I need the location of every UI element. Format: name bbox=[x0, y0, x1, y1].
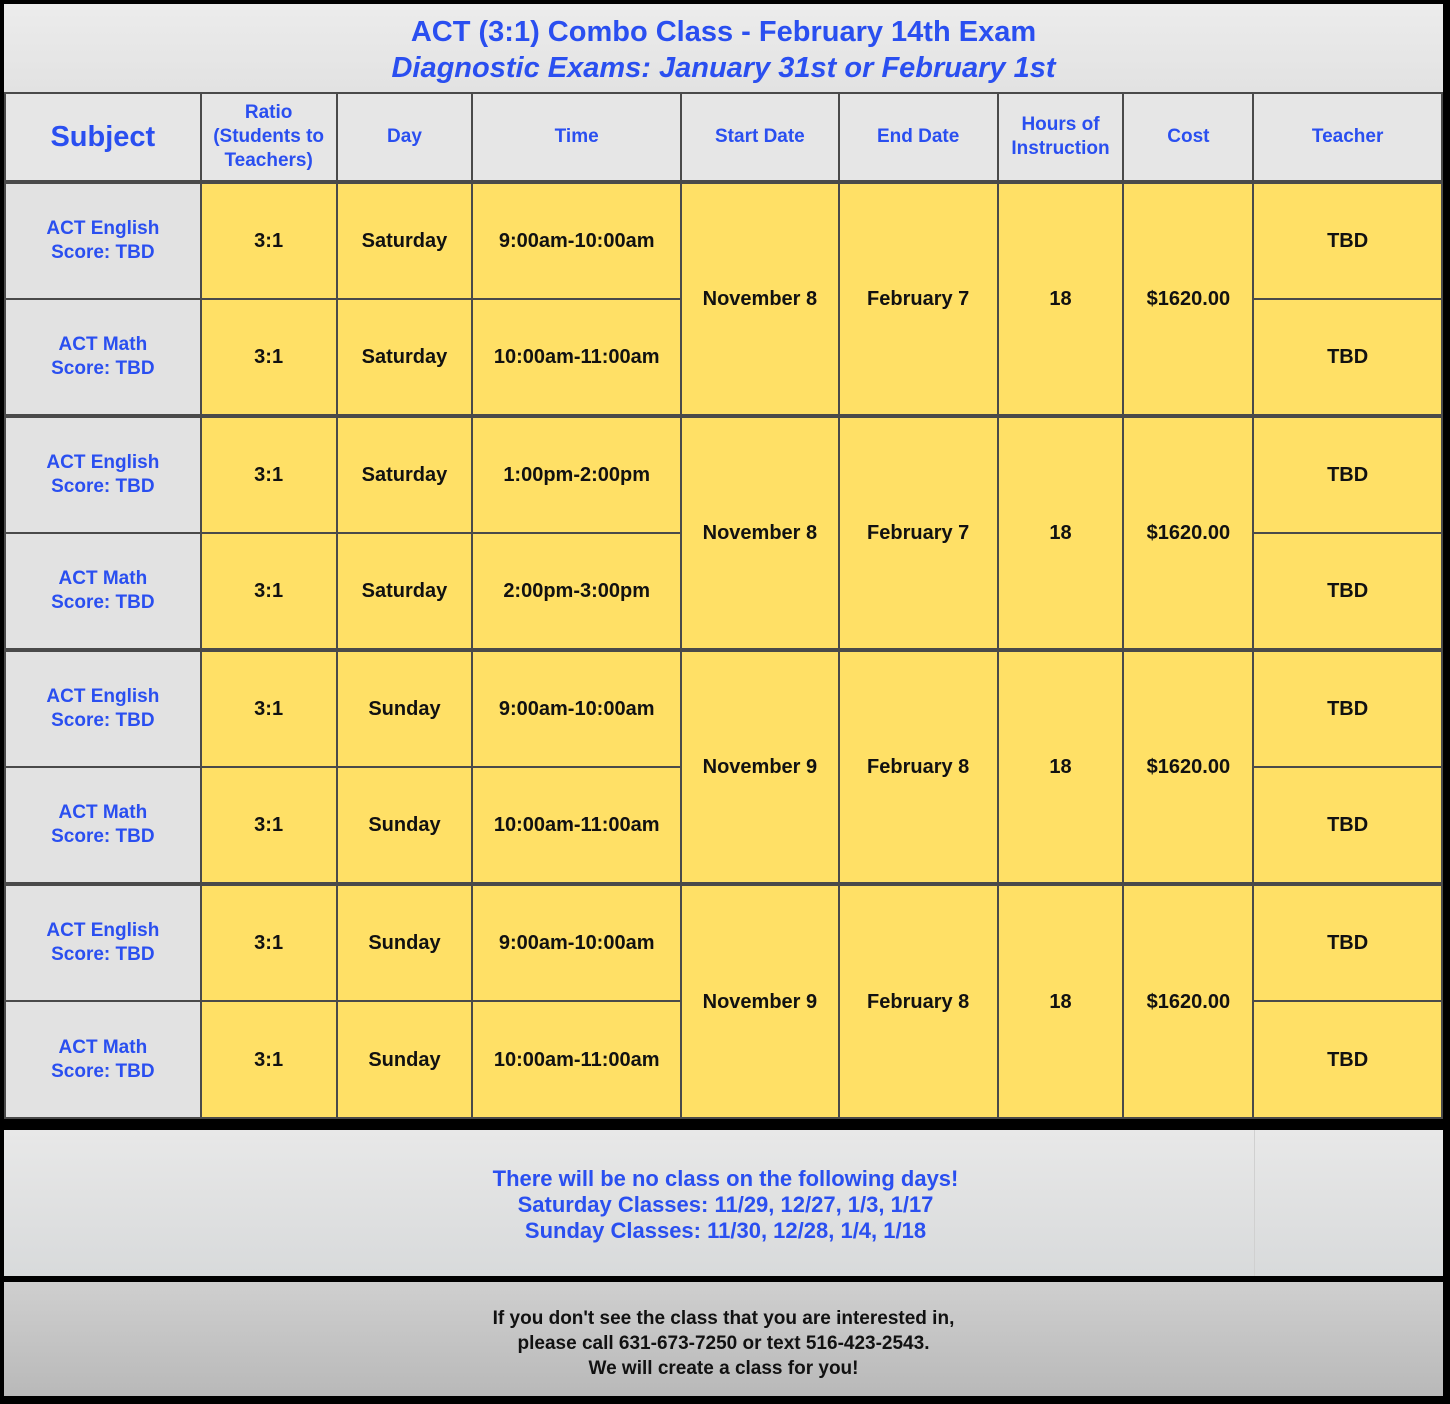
hours-cell: 18 bbox=[998, 182, 1124, 416]
col-header-subject: Subject bbox=[5, 93, 201, 182]
subject-name: ACT Math bbox=[58, 802, 148, 823]
time-cell: 10:00am-11:00am bbox=[472, 299, 681, 416]
ratio-cell: 3:1 bbox=[201, 884, 337, 1001]
start-date-cell: November 9 bbox=[681, 884, 839, 1118]
contact-line: If you don't see the class that you are interested in, bbox=[492, 1308, 955, 1329]
col-header-ratio-line: Ratio bbox=[244, 102, 293, 123]
subject-score: Score: TBD bbox=[51, 1060, 155, 1082]
teacher-cell: TBD bbox=[1253, 1001, 1442, 1118]
class-schedule-table bbox=[4, 92, 1443, 1119]
contact-line: We will create a class for you! bbox=[588, 1358, 859, 1379]
ratio-cell: 3:1 bbox=[201, 650, 337, 767]
day-cell: Saturday bbox=[337, 299, 473, 416]
header-row bbox=[5, 93, 1442, 182]
subject-cell bbox=[5, 1001, 201, 1118]
page-subtitle: Diagnostic Exams: January 31st or February 1st bbox=[391, 52, 1056, 84]
cost-cell: $1620.00 bbox=[1123, 416, 1253, 650]
subject-name: ACT English bbox=[46, 920, 160, 941]
ratio-cell: 3:1 bbox=[201, 533, 337, 650]
subject-score: Score: TBD bbox=[51, 710, 155, 731]
start-date-cell: November 9 bbox=[681, 650, 839, 884]
notice-text bbox=[4, 1166, 1447, 1244]
col-header-day: Day bbox=[337, 93, 473, 182]
subject-cell bbox=[5, 533, 201, 650]
subject-cell bbox=[5, 650, 201, 767]
time-cell: 9:00am-10:00am bbox=[472, 182, 681, 299]
notice-line: There will be no class on the following days! bbox=[492, 1166, 959, 1191]
ratio-cell: 3:1 bbox=[201, 1001, 337, 1118]
col-header-teacher: Teacher bbox=[1253, 93, 1442, 182]
subject-name: ACT English bbox=[46, 218, 160, 239]
subject-name: ACT English bbox=[46, 452, 160, 473]
col-header-start-date: Start Date bbox=[681, 93, 839, 182]
cost-cell: $1620.00 bbox=[1123, 884, 1253, 1118]
teacher-cell: TBD bbox=[1253, 299, 1442, 416]
table-row bbox=[5, 884, 1442, 1001]
time-cell: 9:00am-10:00am bbox=[472, 884, 681, 1001]
subject-cell bbox=[5, 767, 201, 884]
end-date-cell: February 8 bbox=[839, 650, 998, 884]
start-date-cell: November 8 bbox=[681, 182, 839, 416]
subject-cell bbox=[5, 884, 201, 1001]
subject-score: Score: TBD bbox=[51, 358, 155, 379]
time-cell: 9:00am-10:00am bbox=[472, 650, 681, 767]
ratio-cell: 3:1 bbox=[201, 299, 337, 416]
teacher-cell: TBD bbox=[1253, 533, 1442, 650]
subject-name: ACT English bbox=[46, 686, 160, 707]
col-header-hours-line: Instruction bbox=[1011, 138, 1110, 159]
col-header-ratio-line: (Students to bbox=[213, 126, 325, 147]
table-row bbox=[5, 182, 1442, 299]
teacher-cell: TBD bbox=[1253, 416, 1442, 533]
time-cell: 1:00pm-2:00pm bbox=[472, 416, 681, 533]
day-cell: Sunday bbox=[337, 1001, 473, 1118]
end-date-cell: February 7 bbox=[839, 182, 998, 416]
day-cell: Sunday bbox=[337, 650, 473, 767]
teacher-cell: TBD bbox=[1253, 182, 1442, 299]
subject-name: ACT Math bbox=[58, 568, 148, 589]
schedule-header bbox=[4, 4, 1443, 92]
ratio-cell: 3:1 bbox=[201, 767, 337, 884]
col-header-ratio bbox=[201, 93, 337, 182]
cost-cell: $1620.00 bbox=[1123, 182, 1253, 416]
end-date-cell: February 7 bbox=[839, 416, 998, 650]
subject-score: Score: TBD bbox=[51, 592, 155, 613]
col-header-hours bbox=[998, 93, 1124, 182]
teacher-cell: TBD bbox=[1253, 884, 1442, 1001]
schedule-sheet bbox=[4, 4, 1443, 1396]
time-cell: 10:00am-11:00am bbox=[472, 1001, 681, 1118]
subject-score: Score: TBD bbox=[51, 476, 155, 497]
table-row bbox=[5, 416, 1442, 533]
start-date-cell: November 8 bbox=[681, 416, 839, 650]
hours-cell: 18 bbox=[998, 650, 1124, 884]
subject-name: ACT Math bbox=[58, 1036, 148, 1058]
col-header-cost: Cost bbox=[1123, 93, 1253, 182]
notice-line: Saturday Classes: 11/29, 12/27, 1/3, 1/17 bbox=[517, 1192, 934, 1217]
day-cell: Saturday bbox=[337, 182, 473, 299]
subject-cell bbox=[5, 299, 201, 416]
cost-cell: $1620.00 bbox=[1123, 650, 1253, 884]
subject-cell bbox=[5, 182, 201, 299]
col-header-end-date: End Date bbox=[839, 93, 998, 182]
subject-score: Score: TBD bbox=[51, 944, 155, 965]
hours-cell: 18 bbox=[998, 884, 1124, 1118]
day-cell: Sunday bbox=[337, 884, 473, 1001]
day-cell: Saturday bbox=[337, 533, 473, 650]
time-cell: 10:00am-11:00am bbox=[472, 767, 681, 884]
teacher-cell: TBD bbox=[1253, 767, 1442, 884]
time-cell: 2:00pm-3:00pm bbox=[472, 533, 681, 650]
subject-score: Score: TBD bbox=[51, 826, 155, 847]
subject-name: ACT Math bbox=[58, 334, 148, 355]
col-header-ratio-line: Teachers) bbox=[224, 150, 313, 171]
teacher-cell: TBD bbox=[1253, 650, 1442, 767]
contact-footer bbox=[4, 1282, 1443, 1396]
contact-line: please call 631-673-7250 or text 516-423-2543. bbox=[517, 1333, 930, 1354]
day-cell: Saturday bbox=[337, 416, 473, 533]
col-header-time: Time bbox=[472, 93, 681, 182]
subject-score: Score: TBD bbox=[51, 242, 155, 263]
hours-cell: 18 bbox=[998, 416, 1124, 650]
ratio-cell: 3:1 bbox=[201, 182, 337, 299]
subject-cell bbox=[5, 416, 201, 533]
day-cell: Sunday bbox=[337, 767, 473, 884]
contact-text bbox=[4, 1282, 1443, 1381]
ratio-cell: 3:1 bbox=[201, 416, 337, 533]
table-row bbox=[5, 650, 1442, 767]
no-class-notice bbox=[4, 1130, 1443, 1276]
col-header-hours-line: Hours of bbox=[1021, 114, 1100, 135]
end-date-cell: February 8 bbox=[839, 884, 998, 1118]
notice-line: Sunday Classes: 11/30, 12/28, 1/4, 1/18 bbox=[524, 1218, 927, 1243]
page-title: ACT (3:1) Combo Class - February 14th Exam bbox=[410, 16, 1037, 48]
